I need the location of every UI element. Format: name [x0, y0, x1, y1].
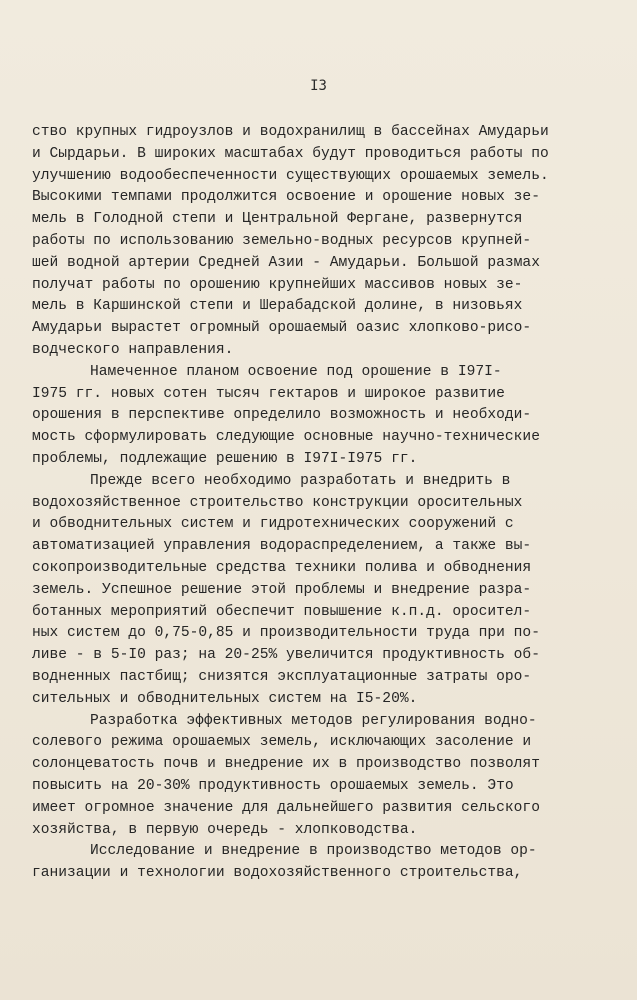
text-line: солонцеватость почв и внедрение их в производство позволят [32, 756, 540, 773]
text-line: хозяйства, в первую очередь - хлопководства. [32, 821, 418, 838]
paragraph-first-line: Прежде всего необходимо разработать и внедрить в [90, 472, 511, 489]
text-line: работы по использованию земельно-водных ресурсов крупней- [32, 232, 532, 249]
text-line: шей водной артерии Средней Азии - Амударьи. Большой размах [32, 254, 540, 271]
text-line: ганизации и технологии водохозяйственного строительства, [32, 865, 523, 882]
text-line: мость сформулировать следующие основные научно-технические [32, 429, 540, 446]
text-line: Амударьи вырастет огромный орошаемый оазис хлопково-рисо- [32, 320, 532, 337]
text-line: получат работы по орошению крупнейших массивов новых зе- [32, 276, 523, 293]
text-line: повысить на 20-30% продуктивность орошаемых земель. Это [32, 777, 514, 794]
body-text [32, 122, 622, 885]
text-line: солевого режима орошаемых земель, исключающих засоление и [32, 734, 532, 751]
text-line: и обводнительных систем и гидротехнических сооружений с [32, 516, 514, 533]
text-line: и Сырдарьи. В широких масштабах будут проводиться работы по [32, 145, 549, 162]
text-line: автоматизацией управления водораспределением, а также вы- [32, 538, 532, 555]
text-line: водохозяйственное строительство конструкции оросительных [32, 494, 523, 511]
text-line: водненных пастбищ; снизятся эксплуатационные затраты оро- [32, 668, 532, 685]
text-line: ство крупных гидроузлов и водохранилищ в бассейнах Амударьи [32, 124, 549, 140]
text-line: проблемы, подлежащие решению в I97I-I975 гг. [32, 450, 418, 467]
text-line: водческого направления. [32, 341, 234, 358]
text-line: мель в Голодной степи и Центральной Фергане, развернутся [32, 211, 523, 228]
page-number: I3 [310, 78, 327, 94]
text-line: земель. Успешное решение этой проблемы и внедрение разра- [32, 581, 532, 598]
text-line: улучшению водообеспеченности существующих орошаемых земель. [32, 167, 549, 184]
text-line: Высокими темпами продолжится освоение и орошение новых зе- [32, 189, 540, 206]
text-line: орошения в перспективе определило возможность и необходи- [32, 407, 532, 424]
text-line: мель в Каршинской степи и Шерабадской долине, в низовьях [32, 298, 523, 315]
text-line: ботанных мероприятий обеспечит повышение к.п.д. оросител- [32, 603, 532, 620]
text-line: сокопроизводительные средства техники полива и обводнения [32, 559, 532, 576]
text-line: имеет огромное значение для дальнейшего развития сельского [32, 799, 540, 816]
text-line: I975 гг. новых сотен тысяч гектаров и широкое развитие [32, 385, 505, 402]
paragraph-first-line: Разработка эффективных методов регулирования водно- [90, 712, 537, 729]
text-line: ливе - в 5-I0 раз; на 20-25% увеличится продуктивность об- [32, 647, 540, 664]
paragraph-first-line: Исследование и внедрение в производство методов ор- [90, 843, 537, 860]
text-line: ных систем до 0,75-0,85 и производительности труда при по- [32, 625, 540, 642]
text-line: сительных и обводнительных систем на I5-20%. [32, 690, 418, 707]
paragraph-first-line: Намеченное планом освоение под орошение в I97I- [90, 363, 502, 380]
